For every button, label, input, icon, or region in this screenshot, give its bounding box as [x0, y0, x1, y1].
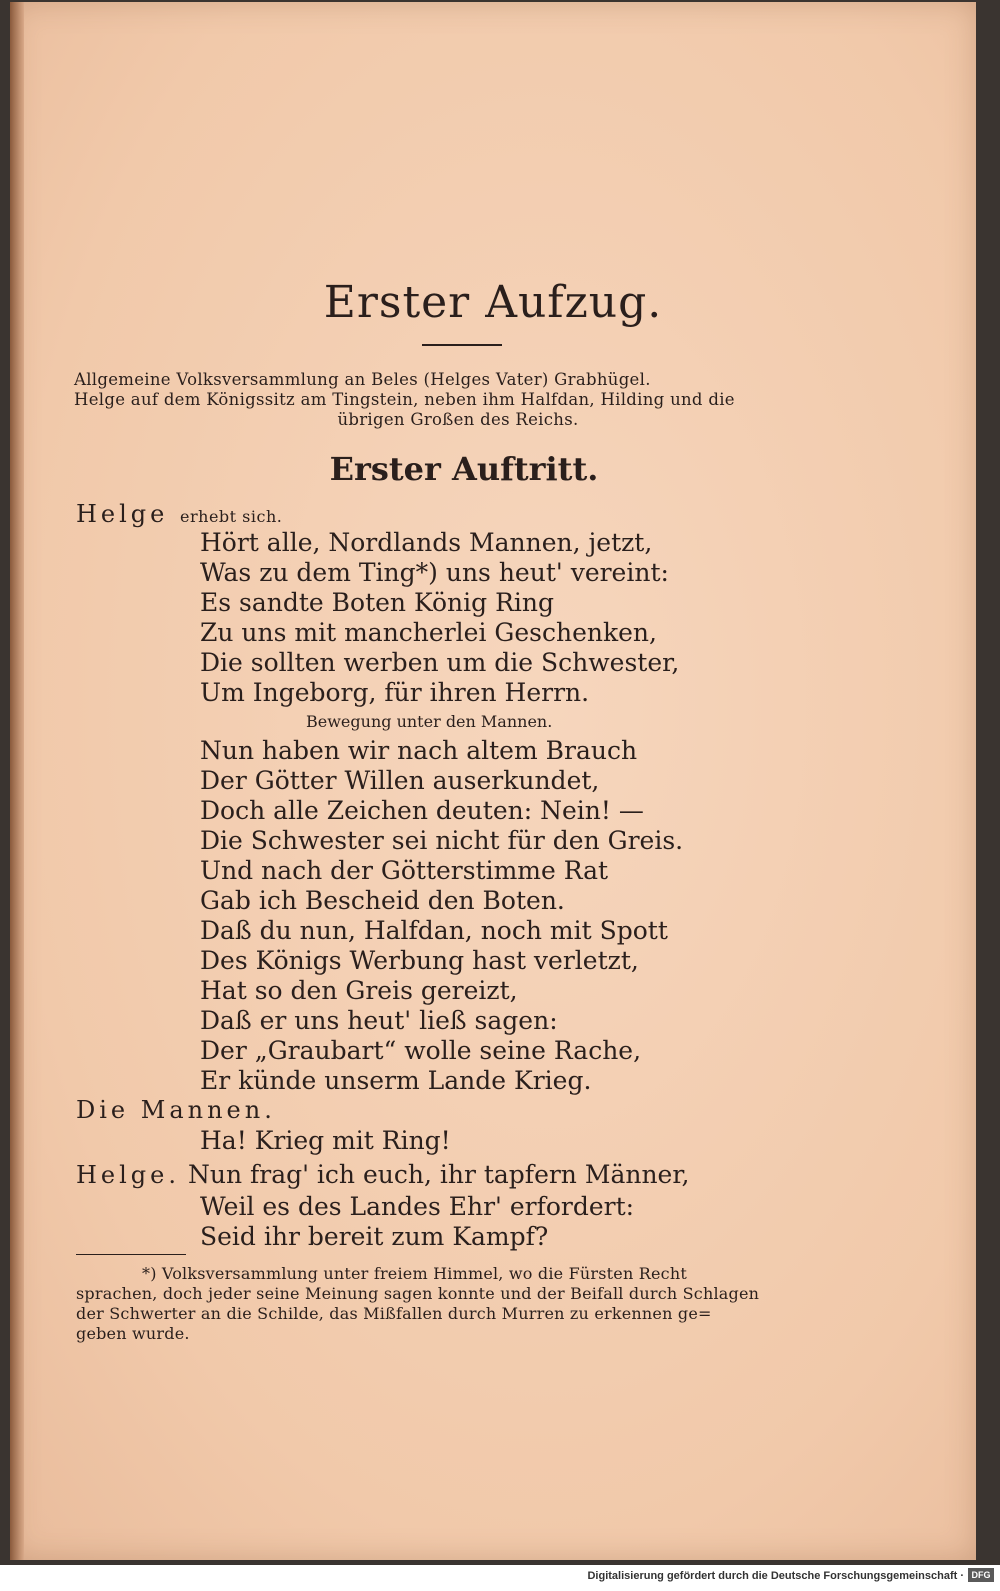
- verse-block-2: [200, 1126, 451, 1156]
- verse-line: Daß du nun, Halfdan, noch mit Spott: [200, 916, 668, 945]
- scene-title: Erster Auftritt.: [329, 450, 599, 488]
- verse-line: Hört alle, Nordlands Mannen, jetzt,: [200, 528, 653, 557]
- stage-direction: [74, 370, 842, 430]
- footnote-line-3: der Schwerter an die Schilde, das Mißfallen durch Murren zu erkennen ge=: [76, 1304, 712, 1323]
- verse-line: Der „Graubart“ wolle seine Rache,: [200, 1036, 642, 1065]
- book-spine-edge: [10, 2, 24, 1560]
- verse-line: Ha! Krieg mit Ring!: [200, 1126, 451, 1155]
- verse-line: Die Schwester sei nicht für den Greis.: [200, 826, 684, 855]
- speaker-name: Helge.: [76, 1161, 181, 1189]
- verse-line: Doch alle Zeichen deuten: Nein! —: [200, 796, 644, 825]
- act-title: Erster Aufzug.: [323, 277, 663, 328]
- verse-line: Die sollten werben um die Schwester,: [200, 648, 680, 677]
- verse-block-1: [200, 528, 683, 1096]
- inline-stage-direction: Bewegung unter den Mannen.: [306, 712, 553, 731]
- footnote: [76, 1264, 842, 1344]
- verse-line: Um Ingeborg, für ihren Herrn.: [200, 678, 590, 707]
- verse-line: Zu uns mit mancherlei Geschenken,: [200, 618, 657, 647]
- stage-direction-line-3: übrigen Großen des Reichs.: [337, 410, 579, 429]
- speaker-helge-second: [76, 1160, 690, 1189]
- footnote-rule: [76, 1254, 186, 1255]
- stage-direction-line-1: Allgemeine Volksversammlung an Beles (Helges Vater) Grabhügel.: [74, 370, 651, 389]
- verse-line: Daß er uns heut' ließ sagen:: [200, 1006, 558, 1035]
- footnote-line-2: sprachen, doch jeder seine Meinung sagen konnte und der Beifall durch Schlagen: [76, 1284, 760, 1303]
- dfg-logo: DFG: [968, 1568, 994, 1582]
- title-rule: [422, 344, 502, 346]
- verse-line: Es sandte Boten König Ring: [200, 588, 554, 617]
- speaker-name: Helge: [76, 500, 169, 528]
- verse-line: Gab ich Bescheid den Boten.: [200, 886, 565, 915]
- footnote-line-1: *) Volksversammlung unter freiem Himmel, wo die Fürsten Recht: [142, 1264, 687, 1283]
- verse-line: Des Königs Werbung hast verletzt,: [200, 946, 639, 975]
- verse-line: Weil es des Landes Ehr' erfordert:: [200, 1192, 635, 1221]
- verse-line: Was zu dem Ting*) uns heut' vereint:: [200, 558, 669, 587]
- stage-direction-line-2: Helge auf dem Königssitz am Tingstein, neben ihm Halfdan, Hilding und die: [74, 390, 735, 409]
- speaker-helge: [76, 500, 282, 528]
- verse-line: Hat so den Greis gereizt,: [200, 976, 518, 1005]
- digitization-credit: Digitalisierung gefördert durch die Deutsche Forschungsgemeinschaft ·: [587, 1570, 964, 1582]
- speaker-die-mannen: Die Mannen.: [76, 1096, 276, 1124]
- book-page: [10, 2, 976, 1560]
- verse-line: Und nach der Götterstimme Rat: [200, 856, 609, 885]
- verse-line: Nun haben wir nach altem Brauch: [200, 736, 638, 765]
- verse-line: Er künde unserm Lande Krieg.: [200, 1066, 592, 1095]
- speaker-direction: erhebt sich.: [180, 507, 283, 526]
- verse-block-3: [200, 1192, 634, 1252]
- verse-line: Der Götter Willen auserkundet,: [200, 766, 600, 795]
- footnote-line-4: geben wurde.: [76, 1324, 190, 1343]
- verse-line: Seid ihr bereit zum Kampf?: [200, 1222, 549, 1251]
- verse-line: Nun frag' ich euch, ihr tapfern Männer,: [187, 1160, 690, 1189]
